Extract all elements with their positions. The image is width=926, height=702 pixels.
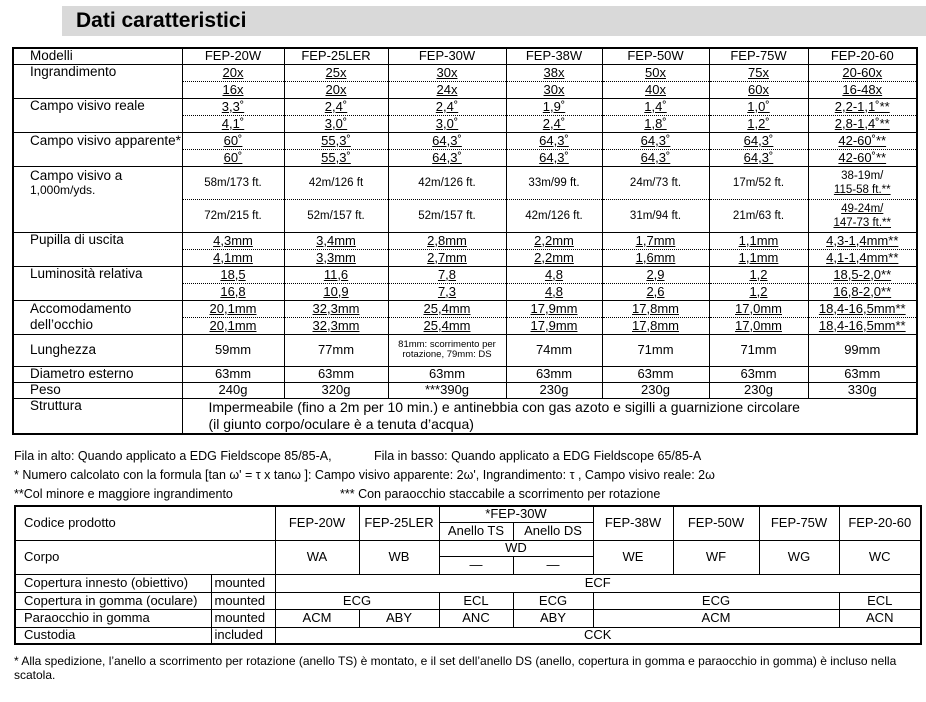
note-zoom: **Col minore e maggiore ingrandimento (14, 487, 233, 501)
value-cell: 64,3˚ (506, 132, 602, 149)
value-cell: 1,7mm (602, 232, 709, 249)
code-cell: WC (839, 540, 921, 574)
outer-diameter-label: Diametro esterno (13, 366, 182, 382)
note-formula: * Numero calcolato con la formula [tan ω' = τ x tanω ]: Campo visivo apparente: 2ω', Ingrandimento: τ , Campo visivo reale: 2ω (14, 468, 715, 482)
value-cell: 11,6 (284, 266, 388, 283)
value-cell: 38-19m/ 115-58 ft.** (808, 166, 917, 199)
eyecup-row (15, 609, 921, 627)
value-cell: 64,3˚ (709, 149, 808, 166)
value-cell: 17,9mm (506, 300, 602, 317)
included-label: included (211, 627, 275, 644)
value-cell: 1,4˚ (602, 98, 709, 115)
value-cell: 1,0˚ (709, 98, 808, 115)
code-cell: ECF (275, 574, 921, 592)
code-cell: ACN (839, 609, 921, 627)
value-cell: 42m/126 ft (284, 166, 388, 199)
value-cell: 4,8 (506, 266, 602, 283)
model-cell: FEP-50W (602, 48, 709, 64)
model-cell: FEP-20-60 (839, 506, 921, 540)
apparent-fov-label: Campo visivo apparente* (13, 132, 182, 166)
value-cell: 71mm (709, 334, 808, 366)
value-cell: 81mm: scorrimento per rotazione, 79mm: DS (388, 334, 506, 366)
value-cell: 230g (709, 382, 808, 398)
value-cell: 2,4˚ (388, 98, 506, 115)
apparent-fov-row (13, 132, 917, 149)
exit-pupil-row (13, 232, 917, 249)
model-cell: FEP-75W (709, 48, 808, 64)
value-cell: 63mm (182, 366, 284, 382)
value-cell: 52m/157 ft. (388, 199, 506, 232)
code-cell: ACM (275, 609, 359, 627)
title-bar (62, 6, 926, 36)
value-cell: 33m/99 ft. (506, 166, 602, 199)
code-cell: ABY (359, 609, 439, 627)
code-cell: WA (275, 540, 359, 574)
value-cell: 25x (284, 64, 388, 81)
value-cell: 2,2mm (506, 249, 602, 266)
value-cell: 42-60˚** (808, 132, 917, 149)
value-cell: 18,4-16,5mm** (808, 300, 917, 317)
value-cell: 58m/173 ft. (182, 166, 284, 199)
value-cell: 4,1˚ (182, 115, 284, 132)
value-cell: 330g (808, 382, 917, 398)
brightness-row (13, 266, 917, 283)
mounted-label: mounted (211, 574, 275, 592)
outer-diameter-row (13, 366, 917, 382)
value-cell: 42-60˚** (808, 149, 917, 166)
value-cell: 4,3-1,4mm** (808, 232, 917, 249)
value-cell: 4,3mm (182, 232, 284, 249)
exit-pupil-label: Pupilla di uscita (13, 232, 182, 266)
code-header-row (15, 506, 921, 522)
value-cell: 64,3˚ (388, 132, 506, 149)
value-cell: 18,5-2,0** (808, 266, 917, 283)
footnote: * Alla spedizione, l’anello a scorrimento per rotazione (anello TS) è montato, e il set dell’anello DS (anello, copertura in gomma e paraocchio in gomma) è incluso nella scatola. (14, 654, 897, 682)
value-cell: 63mm (808, 366, 917, 382)
body-row (15, 540, 921, 556)
body-label: Corpo (15, 540, 275, 574)
value-cell: 75x (709, 64, 808, 81)
value-cell: 2,7mm (388, 249, 506, 266)
value-cell: 7,8 (388, 266, 506, 283)
value-cell: 77mm (284, 334, 388, 366)
note-row-top: Fila in alto: Quando applicato a EDG Fieldscope 85/85-A, (14, 449, 332, 463)
objective-cap-label: Copertura innesto (obiettivo) (15, 574, 211, 592)
value-cell: 7,3 (388, 283, 506, 300)
model-cell: FEP-20-60 (808, 48, 917, 64)
weight-label: Peso (13, 382, 182, 398)
model-cell: FEP-75W (759, 506, 839, 540)
value-cell: 1,2 (709, 266, 808, 283)
mounted-label: mounted (211, 592, 275, 609)
value-cell: 4,1-1,4mm** (808, 249, 917, 266)
structure-row (13, 398, 917, 434)
value-cell: 30x (506, 81, 602, 98)
note-sliding: *** Con paraocchio staccabile a scorrimento per rotazione (340, 487, 661, 501)
value-cell: 230g (602, 382, 709, 398)
value-cell: 1,1mm (709, 232, 808, 249)
value-cell: 10,9 (284, 283, 388, 300)
brightness-label: Luminosità relativa (13, 266, 182, 300)
value-cell: 2,8-1,4˚** (808, 115, 917, 132)
model-cell: FEP-20W (275, 506, 359, 540)
value-cell: 21m/63 ft. (709, 199, 808, 232)
fov-1000-label: Campo visivo a 1,000m/yds. (13, 166, 182, 232)
value-cell: 74mm (506, 334, 602, 366)
value-cell: 49-24m/ 147-73 ft.** (808, 199, 917, 232)
case-row (15, 627, 921, 644)
value-cell: 30x (388, 64, 506, 81)
value-cell: 17,8mm (602, 300, 709, 317)
value-cell: 1,9˚ (506, 98, 602, 115)
code-cell: ECL (839, 592, 921, 609)
value-cell: 20,1mm (182, 300, 284, 317)
value-cell: 63mm (602, 366, 709, 382)
value-cell: 1,1mm (709, 249, 808, 266)
code-cell: WD (439, 540, 593, 556)
magnification-label: Ingrandimento (30, 64, 117, 79)
code-cell: WE (593, 540, 673, 574)
value-cell: 1,2 (709, 283, 808, 300)
code-cell: ECG (513, 592, 593, 609)
eye-relief-label: Accomodamento dell’occhio (13, 300, 182, 334)
value-cell: 32,3mm (284, 300, 388, 317)
value-cell: 38x (506, 64, 602, 81)
value-cell: 42m/126 ft. (506, 199, 602, 232)
value-cell: 3,4mm (284, 232, 388, 249)
model-cell: FEP-30W (388, 48, 506, 64)
value-cell: 60x (709, 81, 808, 98)
code-cell: WB (359, 540, 439, 574)
dash-cell: — (439, 556, 513, 574)
value-cell: 64,3˚ (709, 132, 808, 149)
model-cell: FEP-38W (506, 48, 602, 64)
value-cell: 3,3˚ (182, 98, 284, 115)
value-cell: 17,0mm (709, 317, 808, 334)
models-label: Modelli (13, 48, 182, 64)
value-cell: 20,1mm (182, 317, 284, 334)
value-cell: 55,3˚ (284, 149, 388, 166)
value-cell: 63mm (709, 366, 808, 382)
value-cell: 55,3˚ (284, 132, 388, 149)
fov-1000-row (13, 166, 917, 199)
length-label: Lunghezza (13, 334, 182, 366)
rubber-cover-label: Copertura in gomma (oculare) (15, 592, 211, 609)
case-label: Custodia (15, 627, 211, 644)
value-cell: 17,9mm (506, 317, 602, 334)
value-cell: 2,4˚ (284, 98, 388, 115)
value-cell: 52m/157 ft. (284, 199, 388, 232)
code-cell: CCK (275, 627, 921, 644)
value-cell: 240g (182, 382, 284, 398)
value-cell: 20x (182, 64, 284, 81)
value-cell: 59mm (182, 334, 284, 366)
code-cell: ACM (593, 609, 839, 627)
model-cell: FEP-25LER (284, 48, 388, 64)
value-cell: 71mm (602, 334, 709, 366)
length-row (13, 334, 917, 366)
value-cell: 16x (182, 81, 284, 98)
model-cell: FEP-50W (673, 506, 759, 540)
value-cell: 20-60x (808, 64, 917, 81)
code-cell: ECL (439, 592, 513, 609)
code-cell: ECG (275, 592, 439, 609)
eyecup-label: Paraocchio in gomma (15, 609, 211, 627)
value-cell: 63mm (284, 366, 388, 382)
value-cell: 64,3˚ (602, 149, 709, 166)
value-cell: 20x (284, 81, 388, 98)
mounted-label: mounted (211, 609, 275, 627)
magnification-row (13, 64, 917, 81)
value-cell: 17,8mm (602, 317, 709, 334)
value-cell: 2,8mm (388, 232, 506, 249)
value-cell: 25,4mm (388, 317, 506, 334)
value-cell: 4,1mm (182, 249, 284, 266)
value-cell: 99mm (808, 334, 917, 366)
value-cell: 2,9 (602, 266, 709, 283)
value-cell: 2,4˚ (506, 115, 602, 132)
value-cell: 40x (602, 81, 709, 98)
spec-table (12, 47, 918, 435)
code-cell: ECG (593, 592, 839, 609)
value-cell: 2,2mm (506, 232, 602, 249)
value-cell: 24m/73 ft. (602, 166, 709, 199)
value-cell: 64,3˚ (602, 132, 709, 149)
value-cell: 17m/52 ft. (709, 166, 808, 199)
value-cell: 64,3˚ (388, 149, 506, 166)
value-cell: 16,8-2,0** (808, 283, 917, 300)
structure-text: Impermeabile (fino a 2m per 10 min.) e antinebbia con gas azoto e sigilli a guarnizione circolare (il giunto corpo/oculare è a tenuta d’acqua) (182, 398, 917, 434)
fep30-label: *FEP-30W (439, 506, 593, 522)
models-row (13, 48, 917, 64)
value-cell: 230g (506, 382, 602, 398)
code-table (14, 505, 922, 645)
dash-cell: — (513, 556, 593, 574)
value-cell: 18,5 (182, 266, 284, 283)
note-row-bottom: Fila in basso: Quando applicato a EDG Fieldscope 65/85-A (374, 449, 702, 463)
value-cell: 32,3mm (284, 317, 388, 334)
value-cell: 18,4-16,5mm** (808, 317, 917, 334)
code-cell: ANC (439, 609, 513, 627)
value-cell: 320g (284, 382, 388, 398)
value-cell: 1,6mm (602, 249, 709, 266)
value-cell: 72m/215 ft. (182, 199, 284, 232)
value-cell: 3,0˚ (388, 115, 506, 132)
model-cell: FEP-20W (182, 48, 284, 64)
model-cell: FEP-25LER (359, 506, 439, 540)
code-cell: ABY (513, 609, 593, 627)
real-fov-label: Campo visivo reale (13, 98, 182, 132)
anello-ts-label: Anello TS (439, 522, 513, 540)
value-cell: 50x (602, 64, 709, 81)
value-cell: 1,2˚ (709, 115, 808, 132)
rubber-cover-row (15, 592, 921, 609)
value-cell: 2,2-1,1˚** (808, 98, 917, 115)
anello-ds-label: Anello DS (513, 522, 593, 540)
value-cell: 16,8 (182, 283, 284, 300)
model-cell: FEP-38W (593, 506, 673, 540)
value-cell: 1,8˚ (602, 115, 709, 132)
value-cell: 64,3˚ (506, 149, 602, 166)
value-cell: 24x (388, 81, 506, 98)
objective-cap-row (15, 574, 921, 592)
value-cell: 63mm (388, 366, 506, 382)
value-cell: 42m/126 ft. (388, 166, 506, 199)
value-cell: 3,3mm (284, 249, 388, 266)
structure-label: Struttura (13, 398, 182, 434)
value-cell: 60˚ (182, 132, 284, 149)
value-cell: 17,0mm (709, 300, 808, 317)
value-cell: 31m/94 ft. (602, 199, 709, 232)
product-code-label: Codice prodotto (15, 506, 275, 540)
page-title: Dati caratteristici (76, 9, 247, 32)
value-cell: 4,8 (506, 283, 602, 300)
value-cell: 16-48x (808, 81, 917, 98)
real-fov-row (13, 98, 917, 115)
value-cell: 60˚ (182, 149, 284, 166)
weight-row (13, 382, 917, 398)
value-cell: 2,6 (602, 283, 709, 300)
eye-relief-row (13, 300, 917, 317)
code-cell: WG (759, 540, 839, 574)
code-cell: WF (673, 540, 759, 574)
value-cell: 63mm (506, 366, 602, 382)
value-cell: ***390g (388, 382, 506, 398)
value-cell: 25,4mm (388, 300, 506, 317)
value-cell: 3,0˚ (284, 115, 388, 132)
